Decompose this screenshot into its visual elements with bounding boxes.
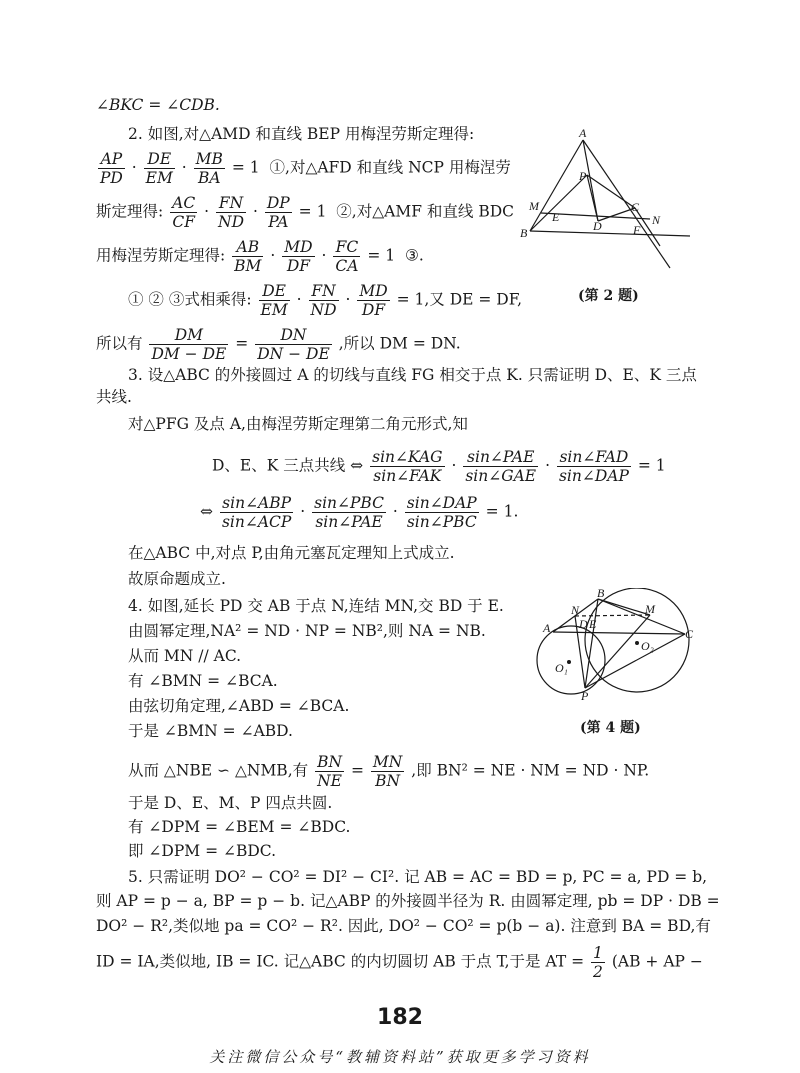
center-o2: [635, 641, 639, 645]
text-line: ∠BKC = ∠CDB.: [96, 96, 220, 114]
point-label: E: [552, 210, 560, 224]
problem-2-eq2: 斯定理得: $\frac{AC}{CF}$ · $\frac{FN}{ND}$ · $\frac{DP}{PA}$ = 1 ②,对△AMF 和直线 BDC: [96, 194, 514, 231]
fraction: $\frac{\text{sin∠DAP}}{\text{sin∠PBC}}$: [406, 494, 477, 531]
problem-2-conclusion: 所以有 $\frac{DM}{DM - DE}$ = $\frac{DN}{DN - DE}$ ,所以 DM = DN.: [96, 326, 461, 363]
point-label: M: [645, 602, 655, 616]
problem-3-eq1: D、E、K 三点共线 ⇔ $\frac{\text{sin∠KAG}}{\text{sin∠FAK}}$ · $\frac{\text{sin∠PAE}}{\text{sin∠GAE}}$ · $\frac{\text{sin∠FAD}}{\text{sin∠DAP}}$ = 1: [212, 448, 666, 485]
fraction: $\frac{AP}{PD}$: [100, 150, 123, 187]
fraction: $\frac{\text{sin∠KAG}}{\text{sin∠FAK}}$: [372, 448, 443, 485]
fraction: $\frac{FN}{ND}$: [310, 282, 337, 319]
point-label: B: [520, 226, 528, 240]
point-label: E: [589, 617, 597, 631]
line-ac: [553, 632, 685, 634]
line-bm: [598, 599, 650, 615]
fraction: $\frac{MD}{DF}$: [359, 282, 388, 319]
fraction: $\frac{\text{sin∠FAD}}{\text{sin∠DAP}}$: [558, 448, 629, 485]
fraction: $\frac{DE}{EM}$: [260, 282, 288, 319]
problem-4-line: 于是 D、E、M、P 四点共圆.: [128, 794, 333, 812]
fraction: $\frac{MN}{BN}$: [372, 753, 403, 790]
problem-3-line: 共线.: [96, 388, 132, 406]
point-label: F: [633, 223, 641, 237]
problem-3-line: 故原命题成立.: [128, 570, 226, 588]
fraction: $\frac{DN}{DN - DE}$: [257, 326, 330, 363]
point-label: O₂: [641, 639, 654, 653]
problem-3-line: 对△PFG 及点 A,由梅涅劳斯定理第二角元形式,知: [128, 415, 468, 433]
point-label: D: [579, 617, 588, 631]
point-label: P: [579, 169, 587, 183]
problem-5-line: ID = IA,类似地, IB = IC. 记△ABC 的内切圆切 AB 于点 T,于是 AT = $\frac{1}{2}$ (AB + AP −: [96, 944, 703, 981]
problem-4-line: 4. 如图,延长 PD 交 AB 于点 N,连结 MN,交 BD 于 E.: [128, 597, 504, 615]
figure-4-caption: (第 4 题): [580, 720, 641, 736]
point-label: B: [597, 588, 605, 600]
problem-4-line: 于是 ∠BMN = ∠ABD.: [128, 722, 293, 740]
fraction: $\frac{MD}{DF}$: [284, 238, 313, 275]
problem-5-line: DO² − R²,类似地 pa = CO² − R². 因此, DO² − CO² = p(b − a). 注意到 BA = BD,有: [96, 917, 711, 935]
fraction: $\frac{AC}{CF}$: [172, 194, 196, 231]
point-label: A: [543, 621, 551, 635]
line-dc: [598, 208, 635, 221]
problem-5-line: 5. 只需证明 DO² − CO² = DI² − CI². 记 AB = AC = BD = p, PC = a, PD = b,: [128, 868, 708, 886]
fraction: $\frac{FC}{CA}$: [335, 238, 359, 275]
problem-3-eq2: ⇔ $\frac{\text{sin∠ABP}}{\text{sin∠ACP}}$ · $\frac{\text{sin∠PBC}}{\text{sin∠PAE}}$ · $\frac{\text{sin∠DAP}}{\text{sin∠PBC}}$ = 1.: [200, 494, 519, 531]
problem-4-eq: 从而 △NBE ∽ △NMB,有 $\frac{BN}{NE}$ = $\frac{MN}{BN}$ ,即 BN² = NE · NM = ND · NP.: [128, 753, 650, 790]
footer-notice: 关注微信公众号“教辅资料站”获取更多学习资料: [209, 1048, 591, 1066]
fraction: $\frac{AB}{BM}$: [234, 238, 262, 275]
fraction: $\frac{FN}{ND}$: [218, 194, 245, 231]
point-label: N: [571, 603, 580, 617]
line-bc: [598, 599, 685, 634]
point-label: C: [631, 200, 640, 214]
problem-5-line: 则 AP = p − a, BP = p − b. 记△ABP 的外接圆半径为 R. 由圆幂定理, pb = DP · DB =: [96, 892, 720, 910]
point-label: A: [579, 128, 587, 140]
point-label: N: [652, 213, 661, 227]
line-a-extended: [583, 140, 670, 268]
fraction: $\frac{\text{sin∠PBC}}{\text{sin∠PAE}}$: [314, 494, 384, 531]
fraction: $\frac{\text{sin∠ABP}}{\text{sin∠ACP}}$: [221, 494, 292, 531]
figure-2-caption: (第 2 题): [578, 288, 639, 304]
figure-4-diagram: [525, 588, 705, 713]
point-label: O₁: [555, 661, 568, 675]
fraction: $\frac{DE}{EM}$: [145, 150, 173, 187]
problem-4-line: 由弦切角定理,∠ABD = ∠BCA.: [128, 697, 350, 715]
line-bd-extended: [530, 231, 690, 236]
problem-2-eq1: $\frac{AP}{PD}$ · $\frac{DE}{EM}$ · $\frac{MB}{BA}$ = 1 ①,对△AFD 和直线 NCP 用梅涅劳: [100, 150, 511, 187]
point-label: D: [593, 219, 602, 233]
figure-2-diagram: [515, 128, 695, 278]
problem-4-line: 有 ∠BMN = ∠BCA.: [128, 672, 278, 690]
problem-4-line: 由圆幂定理,NA² = ND · NP = NB²,则 NA = NB.: [128, 622, 486, 640]
fraction: $\frac{BN}{NE}$: [317, 753, 343, 790]
line-bp: [585, 599, 598, 688]
fraction: $\frac{DP}{PA}$: [266, 194, 290, 231]
problem-2-line: 2. 如图,对△AMD 和直线 BEP 用梅涅劳斯定理得:: [128, 125, 475, 143]
problem-2-eq3: 用梅涅劳斯定理得: $\frac{AB}{BM}$ · $\frac{MD}{DF}$ · $\frac{FC}{CA}$ = 1 ③.: [96, 238, 424, 275]
problem-2-eq4: ① ② ③式相乘得: $\frac{DE}{EM}$ · $\frac{FN}{ND}$ · $\frac{MD}{DF}$ = 1,又 DE = DF,: [128, 282, 522, 319]
problem-3-line: 在△ABC 中,对点 P,由角元塞瓦定理知上式成立.: [128, 544, 455, 562]
page-number: 182: [377, 1005, 423, 1030]
point-label: M: [529, 199, 539, 213]
fraction: $\frac{MB}{BA}$: [195, 150, 223, 187]
problem-4-line: 即 ∠DPM = ∠BDC.: [128, 842, 277, 860]
circle-o1: [537, 626, 605, 694]
problem-3-line: 3. 设△ABC 的外接圆过 A 的切线与直线 FG 相交于点 K. 只需证明 D、E、K 三点: [128, 366, 697, 384]
fraction: $\frac{1}{2}$: [593, 944, 603, 981]
point-label: P: [581, 689, 589, 703]
problem-4-line: 从而 MN // AC.: [128, 647, 242, 665]
fraction: $\frac{\text{sin∠PAE}}{\text{sin∠GAE}}$: [465, 448, 537, 485]
fraction: $\frac{DM}{DM - DE}$: [151, 326, 227, 363]
problem-4-line: 有 ∠DPM = ∠BEM = ∠BDC.: [128, 818, 351, 836]
point-label: C: [685, 627, 694, 641]
